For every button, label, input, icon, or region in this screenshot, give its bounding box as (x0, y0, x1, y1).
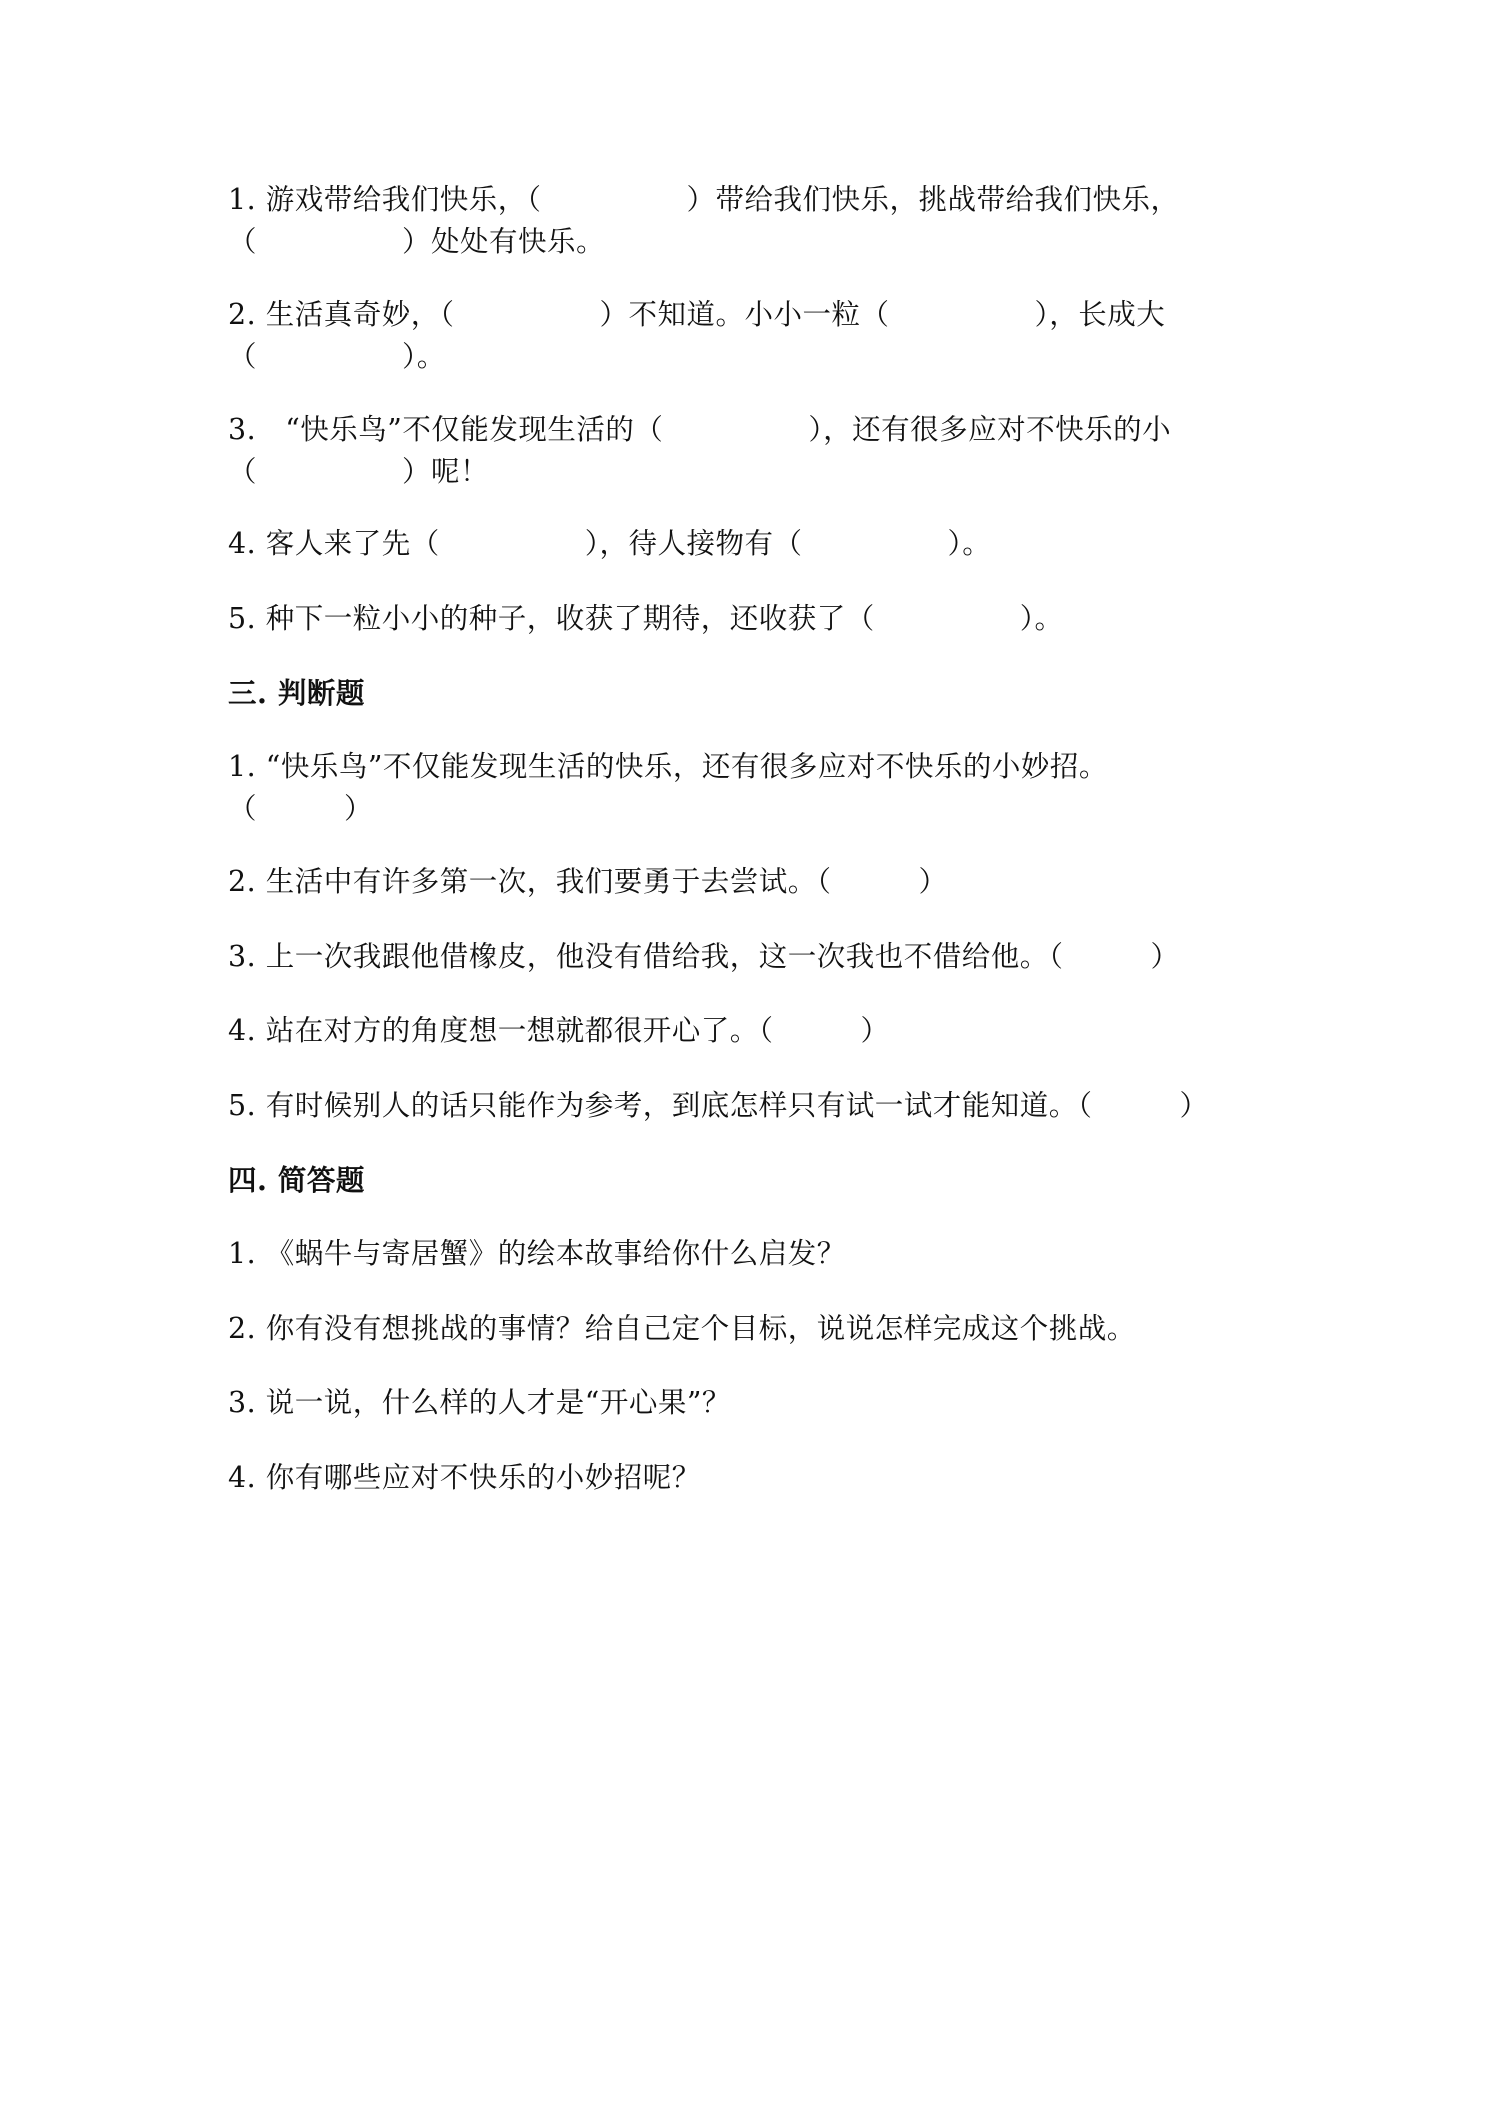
short-answer-question-1: 1. 《蜗牛与寄居蟹》的绘本故事给你什么启发？ (228, 1237, 846, 1270)
fill-in-question-2-line-1: 2. 生活真奇妙，（ ）不知道。小小一粒（ ），长成大 (228, 298, 1166, 331)
fill-in-question-1-line-1: 1. 游戏带给我们快乐，（ ）带给我们快乐，挑战带给我们快乐， (228, 183, 1180, 216)
judgment-question-4: 4. 站在对方的角度想一想就都很开心了。（ ） (228, 1014, 890, 1047)
fill-in-question-4: 4. 客人来了先（ ），待人接物有（ ）。 (228, 527, 992, 560)
judgment-question-1-line-1: 1. “快乐鸟”不仅能发现生活的快乐，还有很多应对不快乐的小妙招。 (228, 750, 1108, 783)
fill-in-question-3-line-1: 3. “快乐鸟”不仅能发现生活的（ ），还有很多应对不快乐的小 (228, 413, 1172, 446)
judgment-question-5: 5. 有时候别人的话只能作为参考，到底怎样只有试一试才能知道。（ ） (228, 1089, 1209, 1122)
fill-in-question-2-line-2: （ ）。 (228, 340, 446, 373)
short-answer-question-2: 2. 你有没有想挑战的事情？给自己定个目标，说说怎样完成这个挑战。 (228, 1312, 1136, 1345)
short-answer-question-3: 3. 说一说，什么样的人才是“开心果”？ (228, 1386, 731, 1419)
short-answer-question-4: 4. 你有哪些应对不快乐的小妙招呢？ (228, 1461, 701, 1494)
judgment-question-3: 3. 上一次我跟他借橡皮，他没有借给我，这一次我也不借给他。（ ） (228, 940, 1180, 973)
judgment-section-title: 三. 判断题 (228, 676, 365, 710)
judgment-question-1-line-2: （ ） (228, 792, 374, 825)
fill-in-question-1-line-2: （ ）处处有快乐。 (228, 225, 606, 258)
fill-in-question-3-line-2: （ ）呢！ (228, 455, 490, 488)
judgment-question-2: 2. 生活中有许多第一次，我们要勇于去尝试。（ ） (228, 865, 948, 898)
short-answer-section-title: 四. 简答题 (228, 1163, 365, 1197)
fill-in-question-5: 5. 种下一粒小小的种子，收获了期待，还收获了（ ）。 (228, 602, 1064, 635)
